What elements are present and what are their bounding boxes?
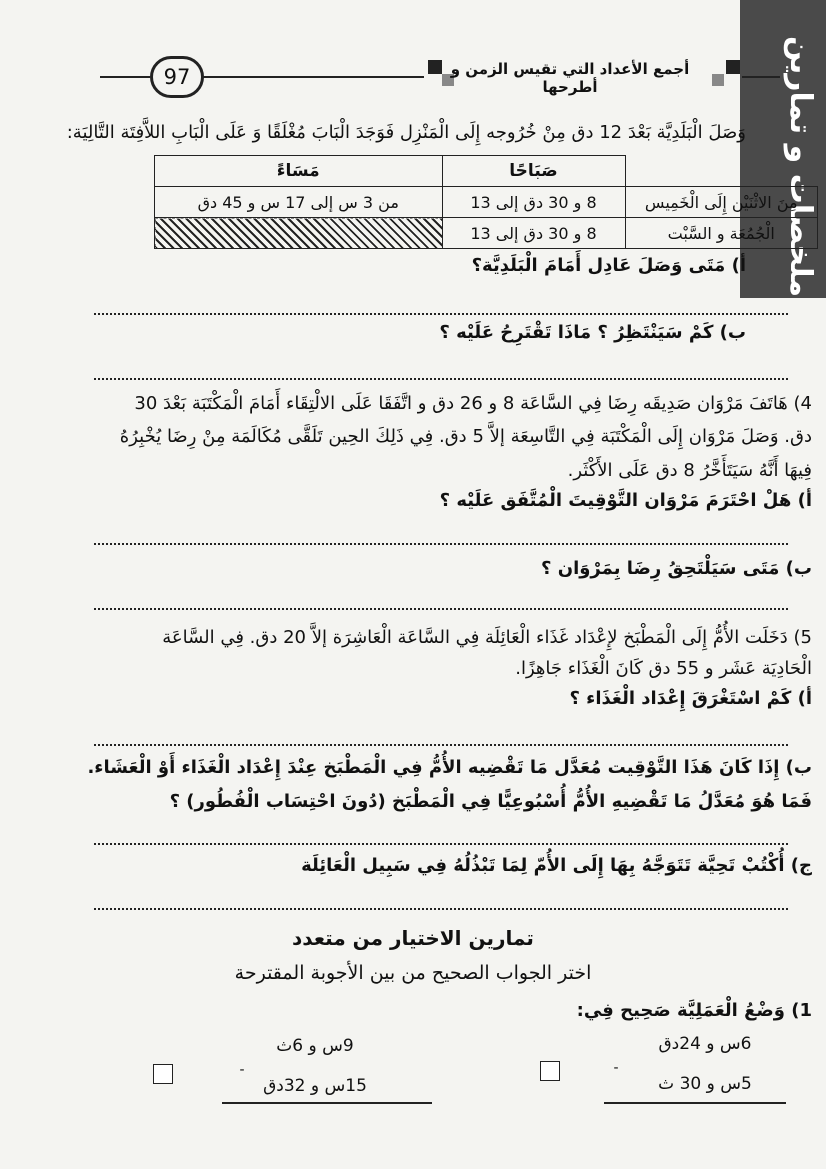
intro-text: وَصَلَ الْبَلَدِيَّة بَعْدَ 12 دق مِنْ خُرُوجه إِلَى الْمَنْزِل فَوَجَدَ الْبَابَ مُغْلَقًا وَ عَلَى الْبَابِ اللاَّفِتَة التَّالِيَة:	[66, 122, 746, 143]
mcq-title: تمارين الاختيار من متعدد	[292, 926, 534, 950]
table-cell-evening: من 3 س إلى 17 س و 45 دق	[155, 187, 443, 218]
answer-line[interactable]	[94, 843, 788, 845]
mcq-q1: 1) وَضْعُ الْعَمَلِيَّة صَحِيح فِي:	[576, 1000, 812, 1021]
q4-b: ب) مَتَى سَيَلْتَحِقُ رِضَا بِمَرْوَان ؟	[541, 558, 812, 579]
q4-line1: 4) هَاتَفَ مَرْوَان صَدِيقَه رِضَا فِي السَّاعَة 8 و 26 دق و اتَّفَقَا عَلَى الالْتِقَاء أَمَامَ الْمَكْتَبَة بَعْدَ 30	[134, 393, 812, 414]
table-cell-morning: 8 و 30 دق إلى 13	[442, 187, 625, 218]
answer-line[interactable]	[94, 378, 788, 380]
option-right-bar	[604, 1102, 786, 1104]
option-left-bar	[222, 1102, 432, 1104]
table-header-morning: صَبَاحًا	[442, 156, 625, 187]
header-square-icon	[428, 60, 442, 74]
table-cell-day: مِنَ الاثْنَيْن إِلَى الْخَمِيس	[625, 187, 818, 218]
table-header-evening: مَسَاءً	[155, 156, 443, 187]
option-left-minus: -	[239, 1062, 245, 1078]
option-left-top: 9س و 6ث	[276, 1036, 354, 1056]
table-row	[155, 218, 818, 249]
answer-line[interactable]	[94, 313, 788, 315]
option-right-bottom: 5س و 30 ث	[658, 1074, 752, 1094]
mcq-instruction: اختر الجواب الصحيح من بين الأجوبة المقترحة	[234, 962, 592, 984]
answer-line[interactable]	[94, 908, 788, 910]
answer-line[interactable]	[94, 744, 788, 746]
q5-a: أ) كَمْ اسْتَغْرَقَ إِعْدَاد الْغَذَاء ؟	[569, 688, 812, 709]
option-right-top: 6س و 24دق	[658, 1034, 752, 1054]
header-square-icon	[712, 74, 724, 86]
option-right-minus: -	[613, 1060, 619, 1076]
table-cell-day: الْجُمُعَة و السَّبْت	[625, 218, 818, 249]
q3-b: ب) كَمْ سَيَنْتَظِرُ ؟ مَاذَا تَقْتَرِحُ عَلَيْه ؟	[439, 322, 746, 343]
page-number: 97	[150, 56, 204, 98]
sidebar-title: ملخصات و تمارين	[783, 36, 818, 298]
sidebar-tab	[740, 0, 826, 298]
header-rule-right	[742, 76, 780, 78]
answer-line[interactable]	[94, 608, 788, 610]
table-header-row	[155, 156, 818, 187]
q5-b-line1: ب) إِذَا كَانَ هَذَا التَّوْقِيت مُعَدَّل مَا تَقْضِيه الأُمُّ فِي الْمَطْبَخ عِنْدَ إِعْدَاد الْغَذَاء أَوْ الْعَشَاء.	[87, 757, 812, 778]
option-left-checkbox[interactable]	[153, 1064, 173, 1084]
q3-a: أ) مَتَى وَصَلَ عَادِل أَمَامَ الْبَلَدِيَّة؟	[471, 255, 746, 276]
q5-line2: الْحَادِيَة عَشَر و 55 دق كَانَ الْغَذَاء جَاهِزًا.	[515, 658, 812, 679]
answer-line[interactable]	[94, 543, 788, 545]
table-row	[155, 187, 818, 218]
header-square-icon	[726, 60, 740, 74]
table-cell-morning: 8 و 30 دق إلى 13	[442, 218, 625, 249]
schedule-table	[154, 155, 818, 249]
header-rule-mid	[202, 76, 424, 78]
option-right-checkbox[interactable]	[540, 1061, 560, 1081]
q4-line3: فِيهَا أَنَّهُ سَيَتَأَخَّرُ 8 دق عَلَى الأَكْثَر.	[567, 460, 812, 481]
option-left-bottom: 15س و 32دق	[263, 1076, 367, 1096]
q5-c: ج) أُكْتُبْ تَحِيَّة تَتَوَجَّهُ بِهَا إِلَى الأُمّ لِمَا تَبْذُلُهُ فِي سَبِيل الْعَائِلَة	[301, 855, 812, 876]
q4-a: أ) هَلْ احْتَرَمَ مَرْوَان التَّوْقِيتَ الْمُتَّفَق عَلَيْه ؟	[439, 490, 812, 511]
q5-b-line2: فَمَا هُوَ مُعَدَّلُ مَا تَقْضِيهِ الأُمُّ أُسْبُوعِيًّا فِي الْمَطْبَخ (دُونَ احْتِسَاب الْفُطُور) ؟	[169, 791, 812, 812]
q4-line2: دق. وَصَلَ مَرْوَان إِلَى الْمَكْتَبَة فِي التَّاسِعَة إلاَّ 5 دق. فِي ذَلِكَ الحِين تَلَقَّى مُكَالَمَة مِنْ رِضَا يُخْبِرُهُ	[119, 426, 812, 447]
q5-line1: 5) دَخَلَت الأُمُّ إِلَى الْمَطْبَخ لإِعْدَاد غَذَاء الْعَائِلَة فِي السَّاعَة الْعَاشِرَة إلاَّ 20 دق. فِي السَّاعَة	[162, 627, 812, 648]
header-rule-left	[100, 76, 150, 78]
header-title: أجمع الأعداد التي تقيس الزمن و أطرحها	[450, 60, 690, 96]
table-header-empty	[625, 156, 818, 187]
table-cell-hatched	[155, 218, 443, 249]
